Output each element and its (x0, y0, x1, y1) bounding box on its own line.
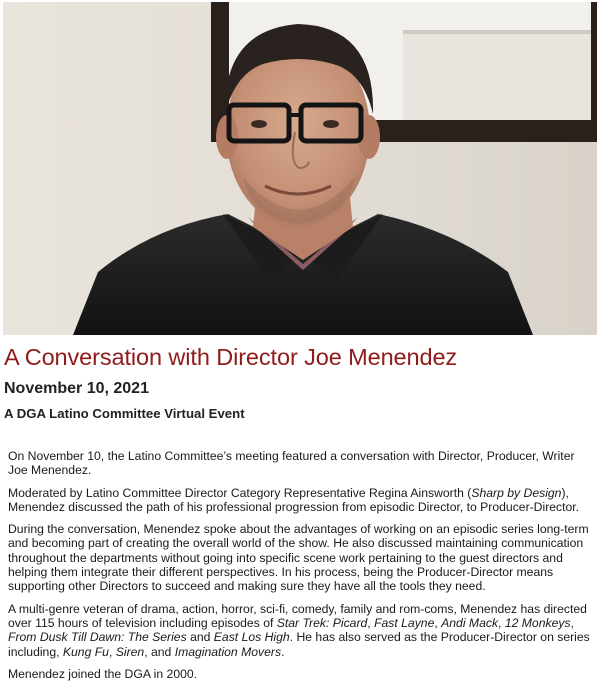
portrait-illustration (3, 2, 597, 335)
italic-title: Kung Fu (62, 644, 109, 659)
paragraph-3: During the conversation, Menendez spoke about the advantages of working on an episodic series long-term and becoming part of creating the overall world of the show. He also discussed maintaining communication throughout the departments without going into specific scene work pertaining to the guest directors and helping them integrate their different perspectives. In his process, being the Producer-Director means supporting other Directors to succeed and making sure they have all the tools they need. (8, 522, 589, 594)
paragraph-2: Moderated by Latino Committee Director Category Representative Regina Ainsworth (Sharp by Design), Menendez discussed the path of his professional progression from episodic Director, to Producer-Director. (8, 485, 580, 514)
italic-title: East Los High (213, 630, 290, 645)
article-body (8, 449, 592, 689)
italic-title: Sharp by Design (471, 485, 562, 500)
article-date: November 10, 2021 (4, 380, 149, 397)
italic-title: Siren (115, 644, 145, 659)
paragraph-1: On November 10, the Latino Committee’s meeting featured a conversation with Director, Producer, Writer Joe Menendez. (8, 449, 575, 478)
article-title: A Conversation with Director Joe Menendez (4, 344, 458, 370)
italic-title: 12 Monkeys (504, 615, 571, 630)
italic-title: Andi Mack (441, 615, 499, 630)
italic-title: Imagination Movers (174, 644, 282, 659)
italic-title: From Dusk Till Dawn: The Series (8, 630, 187, 645)
article-photo (3, 2, 597, 335)
italic-title: Fast Layne (374, 615, 435, 630)
article-subtitle: A DGA Latino Committee Virtual Event (4, 406, 245, 421)
paragraph-4: A multi-genre veteran of drama, action, horror, sci-fi, comedy, family and rom-coms, Menendez has directed over 115 hours of television including episodes of Star Trek: Picard, Fast Layne, Andi Mack, 12 Monkeys, From Dusk Till Dawn: The Series and East Los High. He has also served as the Producer-Director on series including, Kung Fu, Siren, and Imagination Movers. (8, 601, 590, 659)
italic-title: Star Trek: Picard (276, 615, 368, 630)
paragraph-5: Menendez joined the DGA in 2000. (8, 666, 198, 681)
